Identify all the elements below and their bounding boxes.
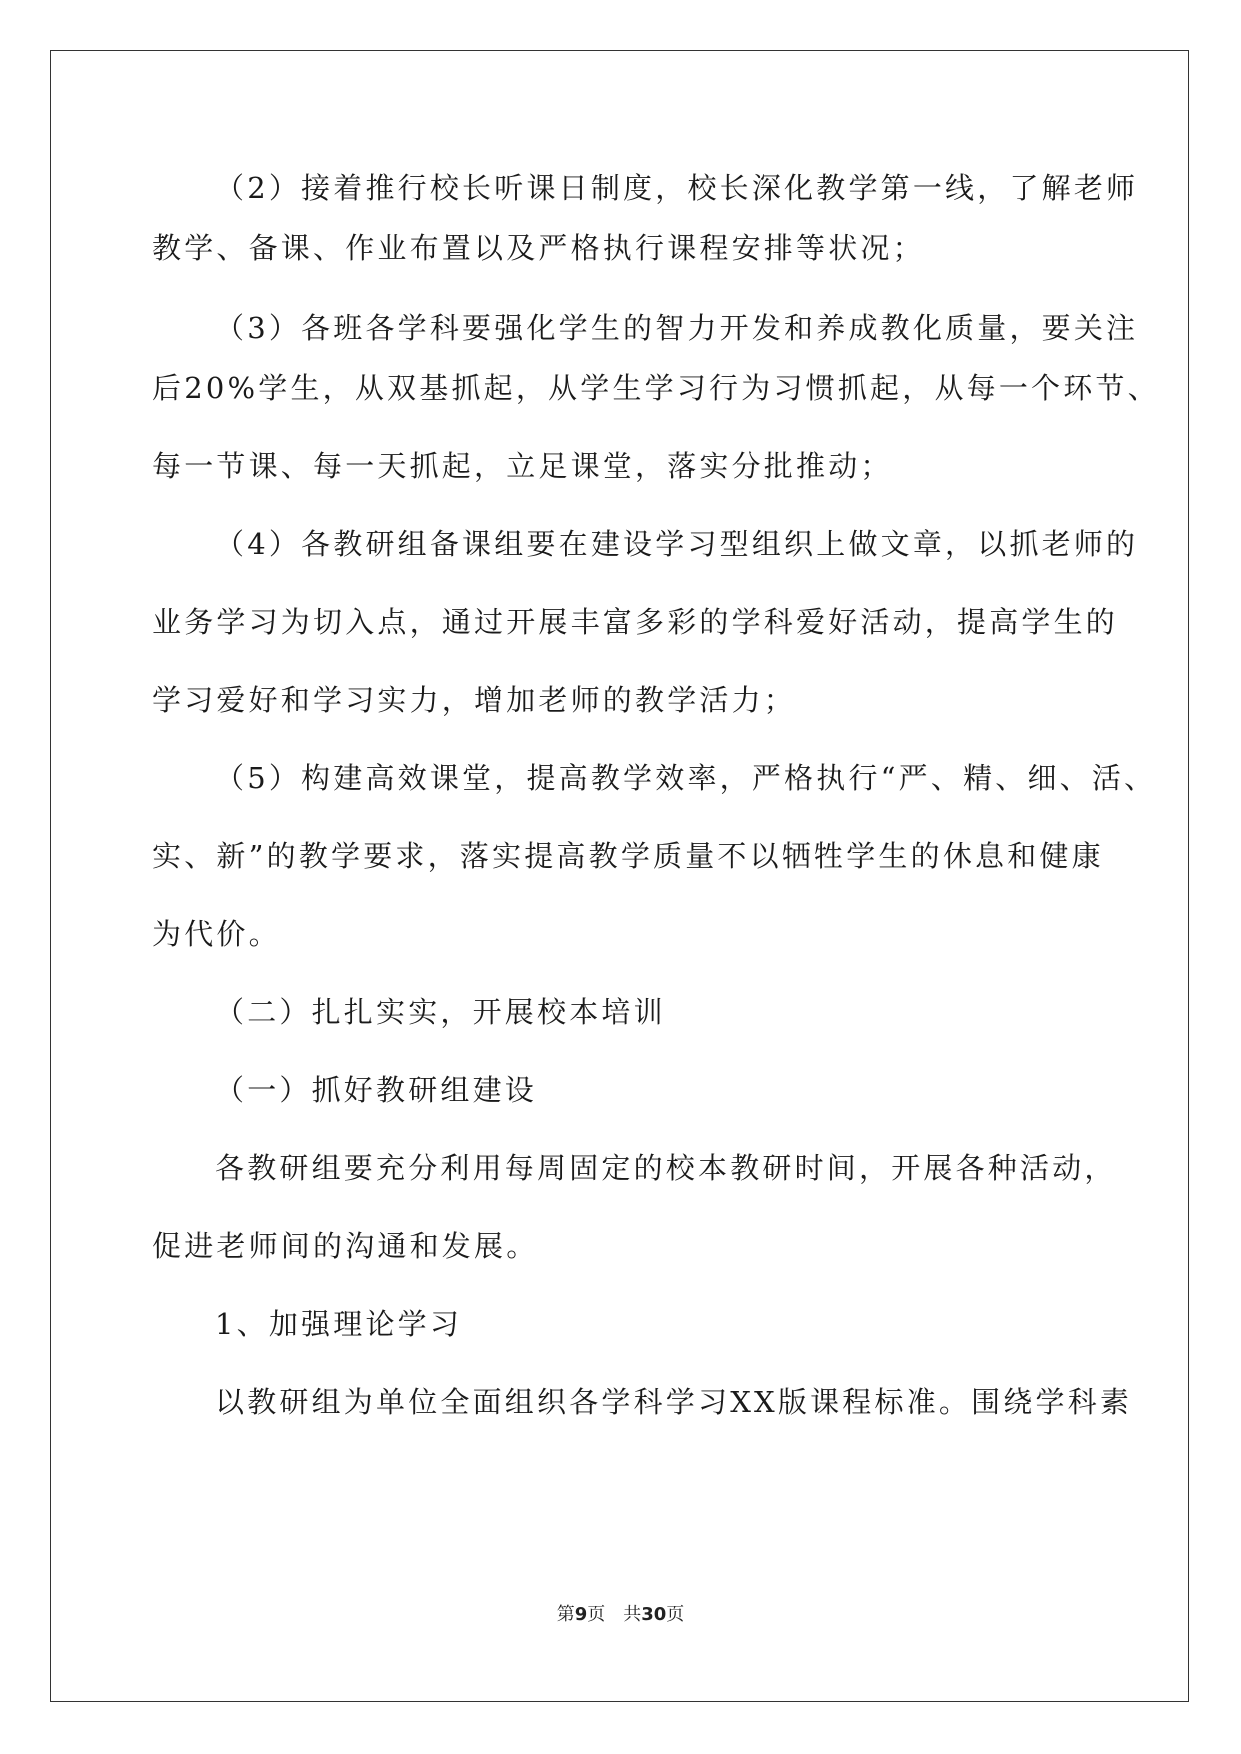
paragraph-line: （3）各班各学科要强化学生的智力开发和养成教化质量，要关注 bbox=[215, 311, 1139, 345]
footer-prefix: 第 bbox=[556, 1604, 575, 1625]
footer-suffix: 页 bbox=[666, 1604, 685, 1625]
paragraph-line: （5）构建高效课堂，提高教学效率，严格执行“严、精、细、活、 bbox=[215, 761, 1157, 795]
page-border bbox=[50, 50, 1189, 1702]
section-heading: （二）扎扎实实，开展校本培训 bbox=[215, 995, 666, 1029]
page-footer bbox=[0, 1600, 1241, 1626]
paragraph-line: 教学、备课、作业布置以及严格执行课程安排等状况； bbox=[152, 231, 925, 265]
paragraph-line: 实、新”的教学要求，落实提高教学质量不以牺牲学生的休息和健康 bbox=[152, 839, 1104, 873]
paragraph-line: 各教研组要充分利用每周固定的校本教研时间，开展各种活动， bbox=[215, 1151, 1117, 1185]
paragraph-line: 以教研组为单位全面组织各学科学习XX版课程标准。围绕学科素 bbox=[215, 1385, 1133, 1419]
paragraph-line: （2）接着推行校长听课日制度，校长深化教学第一线，了解老师 bbox=[215, 171, 1139, 205]
paragraph-line: （4）各教研组备课组要在建设学习型组织上做文章，以抓老师的 bbox=[215, 527, 1139, 561]
current-page-number: 9 bbox=[574, 1604, 588, 1625]
paragraph-line: 学习爱好和学习实力，增加老师的教学活力； bbox=[152, 683, 797, 717]
paragraph-line: 为代价。 bbox=[152, 917, 281, 951]
paragraph-line: 业务学习为切入点，通过开展丰富多彩的学科爱好活动，提高学生的 bbox=[152, 605, 1119, 639]
paragraph-line: 促进老师间的沟通和发展。 bbox=[152, 1229, 539, 1263]
paragraph-line: 后20%学生，从双基抓起，从学生学习行为习惯抓起，从每一个环节、 bbox=[152, 371, 1160, 405]
section-heading: （一）抓好教研组建设 bbox=[215, 1073, 538, 1107]
section-heading: 1、加强理论学习 bbox=[215, 1307, 463, 1341]
total-page-count: 30 bbox=[641, 1604, 667, 1625]
footer-middle: 页 共 bbox=[587, 1604, 642, 1625]
paragraph-line: 每一节课、每一天抓起，立足课堂，落实分批推动； bbox=[152, 449, 893, 483]
